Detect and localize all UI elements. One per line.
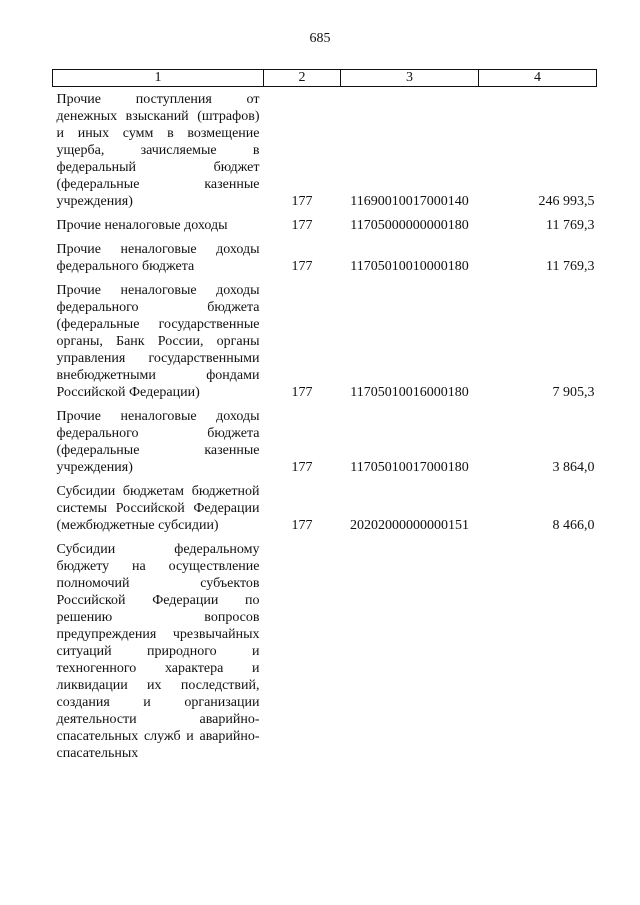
row-admin-code: 177 xyxy=(291,385,313,400)
row-admin-code xyxy=(264,537,341,765)
row-amount: 11 769,3 xyxy=(546,218,595,233)
row-admin-code: 177 xyxy=(291,460,313,475)
row-description xyxy=(53,213,264,237)
row-classification-code: 11705010016000180 xyxy=(350,385,469,400)
row-description xyxy=(53,237,264,278)
row-description xyxy=(53,404,264,479)
description-text: Прочие неналоговые доходы федерального бюджета (федеральные казенные учреждения) xyxy=(56,409,260,475)
row-description xyxy=(53,87,264,214)
table-row xyxy=(53,537,597,765)
header-row xyxy=(53,70,597,87)
row-admin-code: 177 xyxy=(291,259,313,274)
description-text: Субсидии федеральному бюджету на осуществление полномочий субъектов Российской Федерации по решению вопросов предупреждения чрезвычайных ситуаций природного и техногенного характера и ликвидации их последствий, создания и организации деятельности аварийно-спасательных служб и аварийно-спасательных xyxy=(56,542,260,761)
header-col-3: 3 xyxy=(341,70,479,87)
table-body xyxy=(53,87,597,766)
table-header xyxy=(53,70,597,87)
row-admin-code: 177 xyxy=(291,518,313,533)
row-description xyxy=(53,278,264,404)
table-row xyxy=(53,479,597,537)
row-classification-code xyxy=(341,537,479,765)
row-amount: 246 993,5 xyxy=(538,194,595,209)
row-classification-code: 11705010017000180 xyxy=(350,460,469,475)
row-description xyxy=(53,479,264,537)
header-col-4: 4 xyxy=(479,70,597,87)
table-row xyxy=(53,237,597,278)
table-row xyxy=(53,213,597,237)
row-amount: 7 905,3 xyxy=(552,385,595,400)
description-text: Прочие неналоговые доходы xyxy=(56,218,228,233)
description-text: Прочие неналоговые доходы федерального бюджета (федеральные государственные органы, Банк России, органы управления государственными внебюджетными фондами Российской Федерации) xyxy=(56,283,260,400)
description-text: Субсидии бюджетам бюджетной системы Российской Федерации (межбюджетные субсидии) xyxy=(56,484,260,533)
page-number: 685 xyxy=(309,31,331,46)
row-amount xyxy=(479,537,597,765)
table-row xyxy=(53,404,597,479)
header-col-2: 2 xyxy=(264,70,341,87)
row-description xyxy=(53,537,264,765)
row-amount: 3 864,0 xyxy=(552,460,595,475)
row-amount: 8 466,0 xyxy=(552,518,595,533)
row-admin-code: 177 xyxy=(291,218,313,233)
header-col-1: 1 xyxy=(53,70,264,87)
row-amount: 11 769,3 xyxy=(546,259,595,274)
description-text: Прочие неналоговые доходы федерального бюджета xyxy=(56,242,260,274)
row-classification-code: 20202000000000151 xyxy=(350,518,469,533)
row-admin-code: 177 xyxy=(291,194,313,209)
row-classification-code: 11705010010000180 xyxy=(350,259,469,274)
table-row xyxy=(53,87,597,214)
description-text: Прочие поступления от денежных взысканий (штрафов) и иных сумм в возмещение ущерба, зачисляемые в федеральный бюджет (федеральные казенные учреждения) xyxy=(56,92,260,209)
table-row xyxy=(53,278,597,404)
row-classification-code: 11690010017000140 xyxy=(350,194,469,209)
row-classification-code: 11705000000000180 xyxy=(350,218,469,233)
revenue-table xyxy=(52,69,597,765)
